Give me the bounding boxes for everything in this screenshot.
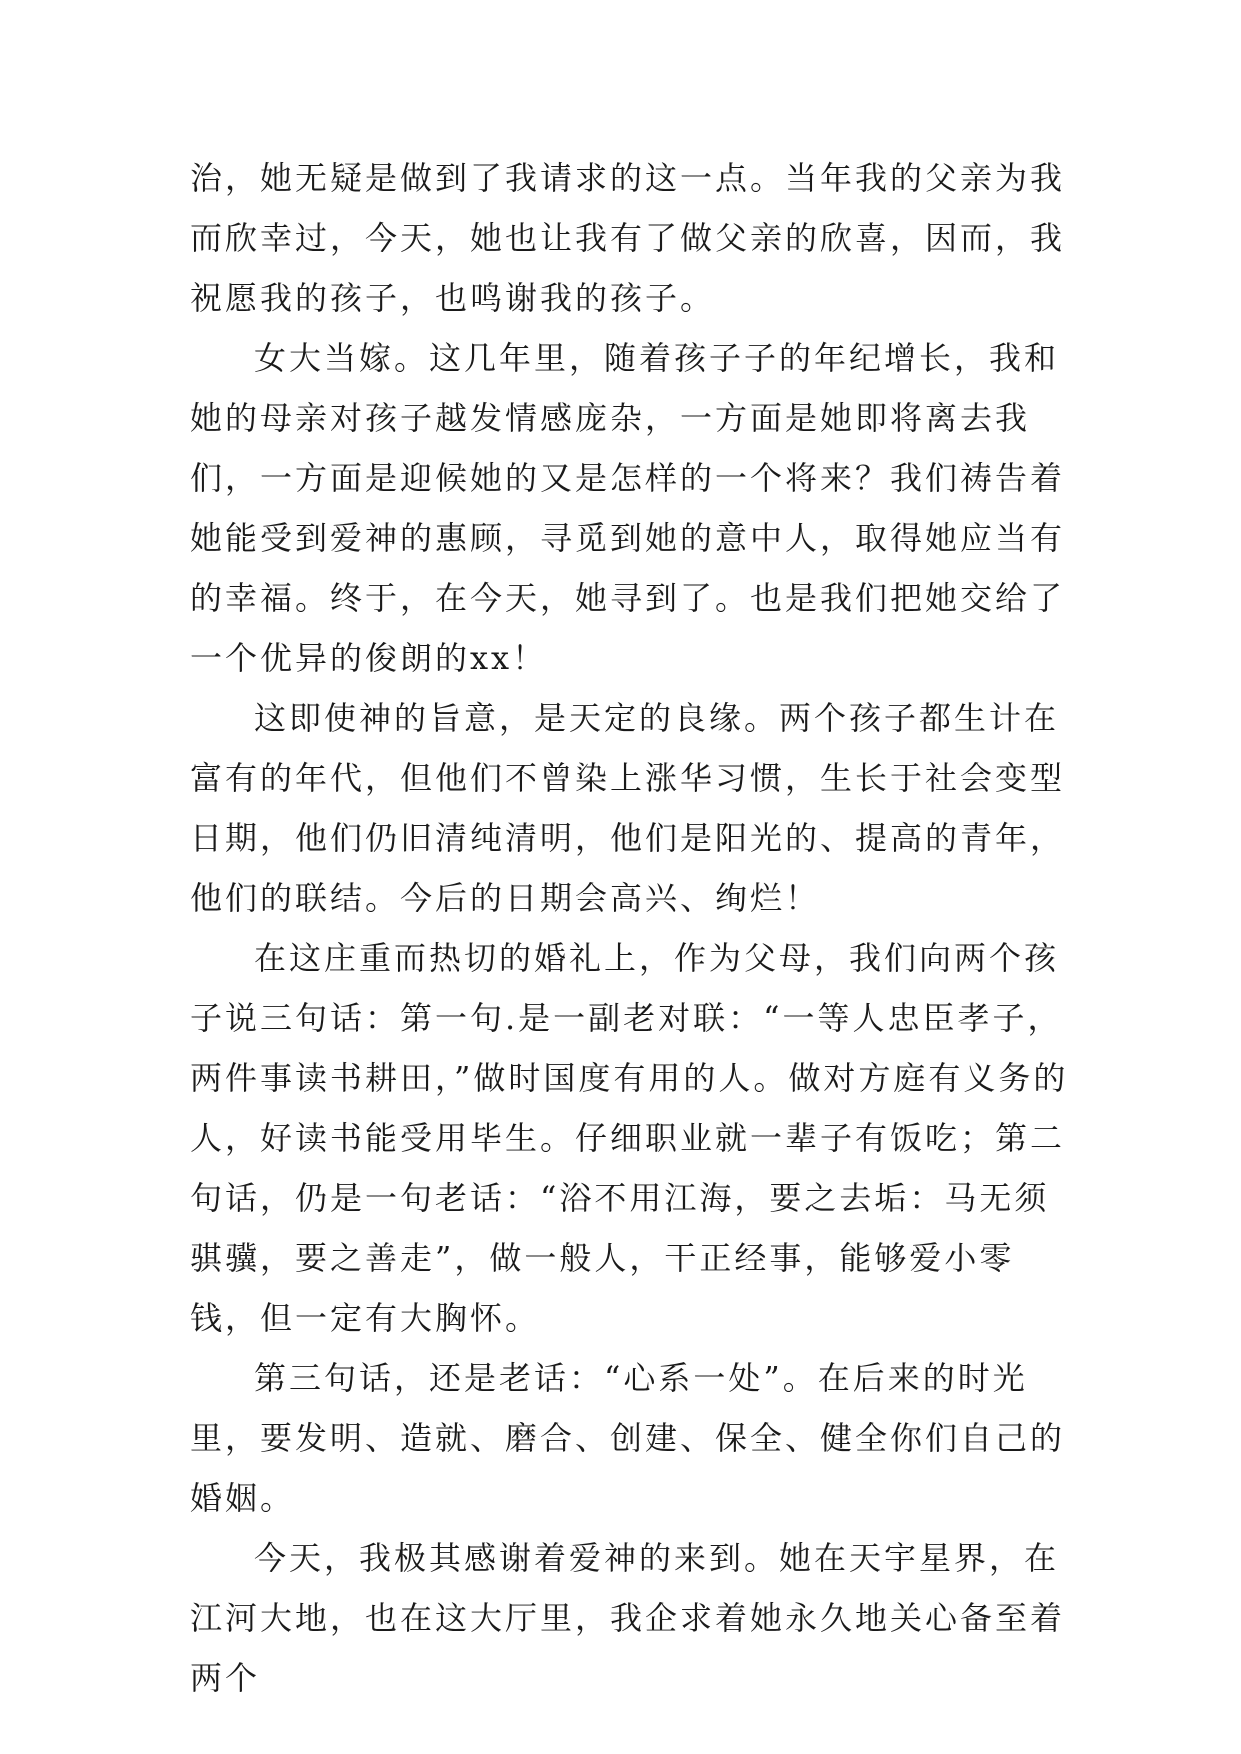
document-body [190,148,1070,1708]
paragraph: 治，她无疑是做到了我请求的这一点。当年我的父亲为我而欣幸过，今天，她也让我有了做父亲的欣喜，因而，我祝愿我的孩子，也鸣谢我的孩子。 [190,159,1066,317]
paragraph: 第三句话，还是老话：“心系一处”。在后来的时光里，要发明、造就、磨合、创建、保全、健全你们自己的婚姻。 [190,1359,1066,1517]
paragraph: 女大当嫁。这几年里，随着孩子子的年纪增长，我和她的母亲对孩子越发情感庞杂，一方面是她即将离去我们，一方面是迎候她的又是怎样的一个将来？我们祷告着她能受到爱神的惠顾，寻觅到她的意中人，取得她应当有的幸福。终于，在今天，她寻到了。也是我们把她交给了一个优异的俊朗的xx！ [190,339,1066,677]
paragraph: 在这庄重而热切的婚礼上，作为父母，我们向两个孩子说三句话：第一句.是一副老对联：“一等人忠臣孝子，两件事读书耕田，”做时国度有用的人。做对方庭有义务的人，好读书能受用毕生。仔细职业就一辈子有饭吃；第二句话，仍是一句老话：“浴不用江海，要之去垢：马无须骐骥，要之善走”，做一般人，干正经事，能够爱小零钱，但一定有大胸怀。 [190,939,1069,1337]
paragraph: 今天，我极其感谢着爱神的来到。她在天宇星界，在江河大地，也在这大厅里，我企求着她永久地关心备至着两个 [190,1539,1066,1697]
paragraph: 这即使神的旨意，是天定的良缘。两个孩子都生计在富有的年代，但他们不曾染上涨华习惯，生长于社会变型日期，他们仍旧清纯清明，他们是阳光的、提高的青年，他们的联结。今后的日期会高兴、绚烂！ [190,699,1066,917]
